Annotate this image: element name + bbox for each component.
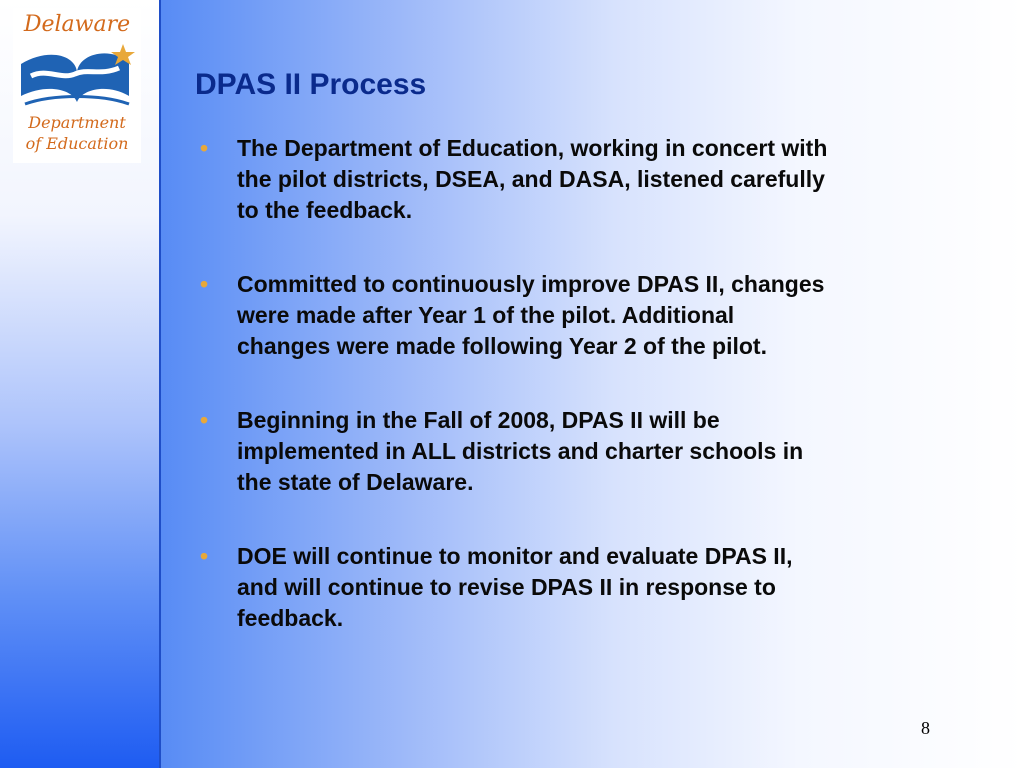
bullet-text-line: Committed to continuously improve DPAS II, changes: [237, 271, 825, 297]
slide-title: DPAS II Process: [195, 68, 427, 101]
bullet-item: [197, 405, 987, 498]
bullet-text-line: DOE will continue to monitor and evaluate DPAS II,: [237, 543, 793, 569]
bullet-text-line: to the feedback.: [237, 197, 413, 223]
bullet-text-line: and will continue to revise DPAS II in response to: [237, 574, 776, 600]
bullet-text-line: feedback.: [237, 605, 344, 631]
bullet-dot-icon: •: [199, 543, 209, 569]
book-star-emblem-icon: [17, 42, 137, 110]
bullet-text-line: the state of Delaware.: [237, 469, 474, 495]
slide-page-number: 8: [921, 718, 930, 738]
delaware-doe-logo: [13, 8, 141, 163]
bullet-text-line: The Department of Education, working in concert with: [237, 135, 828, 161]
bullet-text-line: the pilot districts, DSEA, and DASA, listened carefully: [237, 166, 825, 192]
logo-line-delaware: Delaware: [23, 12, 131, 37]
bullet-list: [197, 133, 987, 634]
bullet-dot-icon: •: [199, 407, 209, 433]
bullet-item: [197, 133, 987, 226]
bullet-item: [197, 269, 987, 362]
bullet-dot-icon: •: [199, 271, 209, 297]
logo-line-department: Department: [28, 113, 126, 132]
bullet-text-line: were made after Year 1 of the pilot. Additional: [237, 302, 735, 328]
logo-line-of-education: of Education: [25, 134, 129, 153]
bullet-dot-icon: •: [199, 135, 209, 161]
bullet-item: [197, 541, 987, 634]
bullet-text-line: Beginning in the Fall of 2008, DPAS II will be: [237, 407, 720, 433]
bullet-text-line: changes were made following Year 2 of the pilot.: [237, 333, 767, 359]
bullet-text-line: implemented in ALL districts and charter schools in: [237, 438, 804, 464]
left-sidebar-panel: [0, 0, 161, 768]
